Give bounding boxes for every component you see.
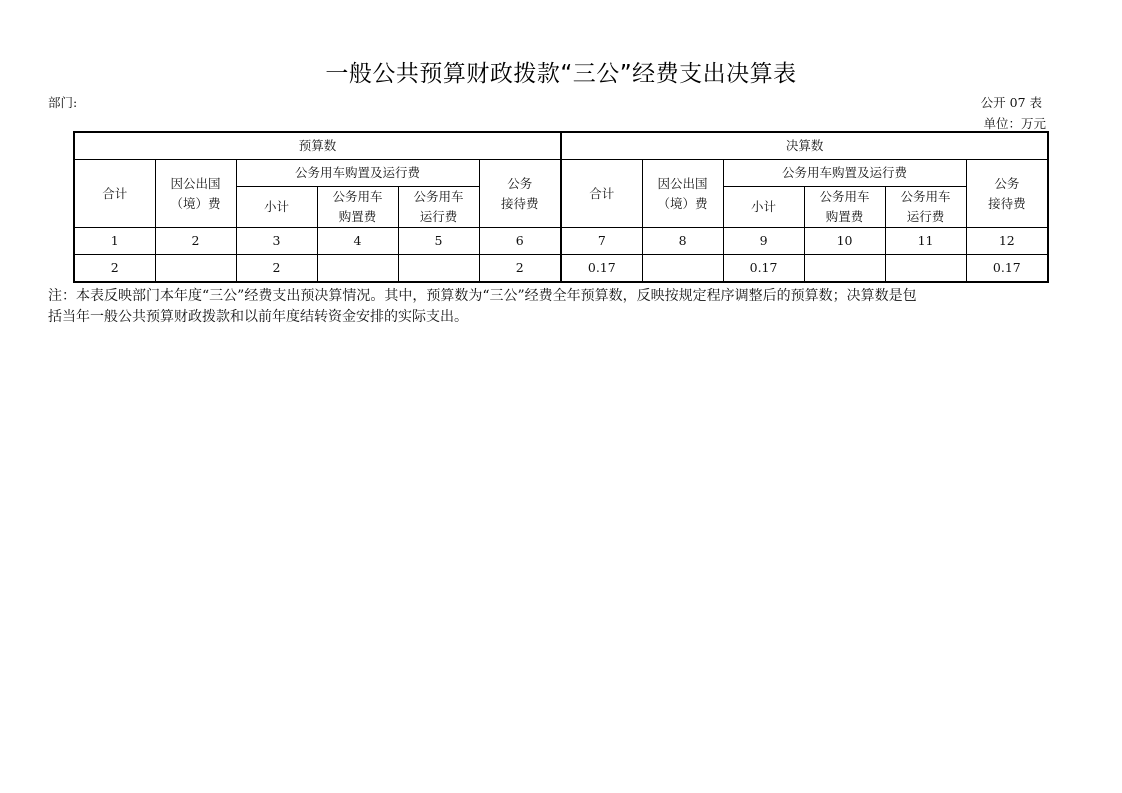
final-group-header: 决算数 bbox=[561, 132, 1048, 160]
final-total-value: 0.17 bbox=[561, 255, 642, 283]
column-number: 11 bbox=[885, 228, 966, 255]
final-reception-header: 公务 接待费 bbox=[966, 160, 1048, 228]
column-number: 7 bbox=[561, 228, 642, 255]
final-subtotal-value: 0.17 bbox=[723, 255, 804, 283]
budget-operation-value bbox=[398, 255, 479, 283]
budget-subtotal-value: 2 bbox=[236, 255, 317, 283]
budget-purchase-header: 公务用车 购置费 bbox=[317, 187, 398, 228]
budget-abroad-header: 因公出国 （境）费 bbox=[155, 160, 236, 228]
final-abroad-value bbox=[642, 255, 723, 283]
page-title: 一般公共预算财政拨款“三公”经费支出决算表 bbox=[325, 61, 797, 87]
footnote-line: 括当年一般公共预算财政拨款和以前年度结转资金安排的实际支出。 bbox=[48, 309, 468, 325]
column-number: 5 bbox=[398, 228, 479, 255]
footnote bbox=[48, 286, 1078, 328]
expense-table bbox=[73, 131, 1049, 283]
column-number: 3 bbox=[236, 228, 317, 255]
footnote-line: 注：本表反映部门本年度“三公”经费支出预决算情况。其中，预算数为“三公”经费全年预算数，反映按规定程序调整后的预算数；决算数是包 bbox=[48, 288, 917, 304]
column-number: 10 bbox=[804, 228, 885, 255]
budget-reception-value: 2 bbox=[479, 255, 561, 283]
unit-label: 单位：万元 bbox=[983, 116, 1046, 131]
table-row bbox=[74, 255, 1048, 283]
group-header-row bbox=[74, 132, 1048, 160]
budget-vehicle-group-header: 公务用车购置及运行费 bbox=[236, 160, 479, 187]
column-number: 12 bbox=[966, 228, 1048, 255]
final-operation-value bbox=[885, 255, 966, 283]
column-number: 9 bbox=[723, 228, 804, 255]
budget-purchase-value bbox=[317, 255, 398, 283]
budget-reception-header: 公务 接待费 bbox=[479, 160, 561, 228]
column-number: 4 bbox=[317, 228, 398, 255]
final-purchase-header: 公务用车 购置费 bbox=[804, 187, 885, 228]
budget-total-value: 2 bbox=[74, 255, 155, 283]
budget-subtotal-header: 小计 bbox=[236, 187, 317, 228]
final-reception-value: 0.17 bbox=[966, 255, 1048, 283]
form-number: 公开 07 表 bbox=[980, 95, 1042, 110]
column-number-row bbox=[74, 228, 1048, 255]
final-vehicle-group-header: 公务用车购置及运行费 bbox=[723, 160, 966, 187]
final-operation-header: 公务用车 运行费 bbox=[885, 187, 966, 228]
final-purchase-value bbox=[804, 255, 885, 283]
column-number: 1 bbox=[74, 228, 155, 255]
final-total-header: 合计 bbox=[561, 160, 642, 228]
budget-total-header: 合计 bbox=[74, 160, 155, 228]
budget-group-header: 预算数 bbox=[74, 132, 561, 160]
budget-abroad-value bbox=[155, 255, 236, 283]
department-label: 部门: bbox=[48, 95, 78, 110]
final-subtotal-header: 小计 bbox=[723, 187, 804, 228]
column-number: 6 bbox=[479, 228, 561, 255]
final-abroad-header: 因公出国 （境）费 bbox=[642, 160, 723, 228]
column-number: 8 bbox=[642, 228, 723, 255]
budget-operation-header: 公务用车 运行费 bbox=[398, 187, 479, 228]
column-header-row bbox=[74, 160, 1048, 187]
column-number: 2 bbox=[155, 228, 236, 255]
